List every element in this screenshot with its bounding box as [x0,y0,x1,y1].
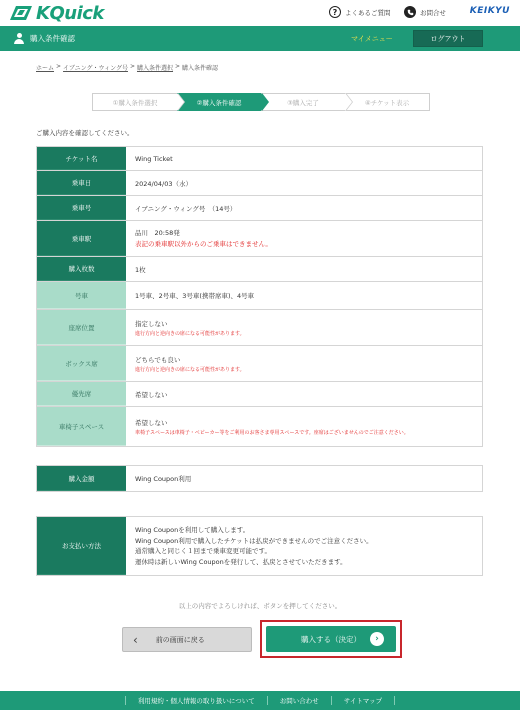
phone-icon [404,6,416,18]
station-value: 品川 20:58発 [135,229,180,237]
mymenu-link[interactable]: マイメニュー [351,34,393,43]
table-row-priority [37,382,482,407]
table-row-ticket [37,147,482,171]
table-row-date [37,171,482,196]
buy-button-label: 購入する（決定） [301,634,361,644]
chevron-left-icon: ‹ [133,632,138,647]
breadcrumb-select[interactable]: 購入条件選択 [137,65,174,72]
purchase-details-table [36,146,483,447]
breadcrumb-home[interactable]: ホーム [36,65,55,72]
keikyu-logo[interactable]: KEIKYU [469,6,510,16]
amount-table [36,465,483,492]
payment-table [36,516,483,576]
contact-label: お問合せ [420,8,446,17]
confirm-note: 以上の内容でよろしければ、ボタンを押してください。 [178,602,342,610]
wing-logo-icon [8,4,34,22]
breadcrumb: ホーム > イブニング・ウィング号 > 購入条件選択 > 購入条件確認 [36,63,219,72]
step-1: ①購入条件選択 [92,93,177,111]
table-row-amount [37,466,482,491]
payment-label: お支払い方法 [37,517,126,575]
box-value: どちらでも良い [135,355,181,364]
wheelchair-label: 車椅子スペース [37,407,126,446]
amount-label: 購入金額 [37,466,126,491]
help-icon: ? [329,6,341,18]
table-row-train [37,196,482,221]
amount-value: Wing Coupon利用 [135,475,192,483]
box-label: ボックス席 [37,346,126,381]
train-value: イブニング・ウィング号 （14号） [135,204,237,213]
breadcrumb-route[interactable]: イブニング・ウィング号 [63,65,128,72]
table-row-count [37,257,482,282]
box-note: 進行方向と逆向きの席になる可能性があります。 [135,366,245,373]
step-2-active: ②購入条件確認 [177,93,261,111]
faq-link[interactable] [329,6,391,18]
table-row-car [37,282,482,310]
back-button-label: 前の画面に戻る [155,635,205,644]
date-label: 乗車日 [37,171,126,195]
priority-value: 希望しない [135,390,168,399]
user-icon [14,33,24,44]
payment-line-1: Wing Couponを利用して購入します。 [135,526,250,534]
step-3: ③購入完了 [261,93,345,111]
contact-link[interactable] [404,6,446,18]
progress-steps [92,93,430,111]
station-label: 乗車駅 [37,221,126,256]
car-value: 1号車、2号車、3号車(携帯席車)、4号車 [135,292,255,300]
table-row-seat [37,310,482,346]
chevron-right-circle-icon: › [370,632,384,646]
page-indicator-label: 購入条件確認 [30,34,75,43]
site-footer [0,691,520,710]
intro-text: ご購入内容を確認してください。 [36,129,134,137]
back-button[interactable] [122,627,252,652]
buy-button[interactable] [266,626,396,652]
site-header [0,0,520,26]
ticket-value: Wing Ticket [135,154,173,163]
ticket-label: チケット名 [37,147,126,170]
wheelchair-note: 車椅子スペースは車椅子・ベビーカー等をご利用のお客さま専用スペースです。座席はございませんのでご注意ください。 [135,429,409,436]
payment-line-2: Wing Coupon利用で購入したチケットは払戻ができませんのでご注意ください。 [135,536,373,545]
nav-bar [0,26,520,51]
footer-terms-link[interactable]: 利用規約・個人情報の取り扱いについて [125,696,267,705]
page-indicator [14,26,75,51]
count-label: 購入枚数 [37,257,126,281]
table-row-station [37,221,482,257]
payment-line-4: 運休時は新しいWing Couponを発行して、払戻とさせていただきます。 [135,557,347,566]
step-4: ④チケット表示 [345,93,430,111]
wheelchair-value: 希望しない [135,418,168,427]
table-row-wheelchair [37,407,482,446]
seat-note: 進行方向と逆向きの席になる可能性があります。 [135,330,245,337]
table-row-payment [37,517,482,575]
faq-label: よくあるご質問 [345,8,391,17]
seat-value: 指定しない [135,319,168,328]
train-label: 乗車号 [37,196,126,220]
breadcrumb-current: 購入条件確認 [182,65,219,72]
footer-contact-link[interactable]: お問い合わせ [267,696,331,705]
payment-line-3: 通常購入と同じく１回まで乗車変更可能です。 [135,547,271,555]
count-value: 1枚 [135,265,146,274]
priority-label: 優先席 [37,382,126,406]
logo-text: KQuick [36,2,104,24]
date-value: 2024/04/03（水） [135,179,192,188]
logout-button[interactable]: ログアウト [413,30,483,47]
kquick-logo[interactable] [8,3,104,23]
table-row-box [37,346,482,382]
station-warning: 表記の乗車駅以外からのご乗車はできません。 [135,239,272,248]
car-label: 号車 [37,282,126,309]
seat-label: 座席位置 [37,310,126,345]
footer-sitemap-link[interactable]: サイトマップ [331,696,395,705]
